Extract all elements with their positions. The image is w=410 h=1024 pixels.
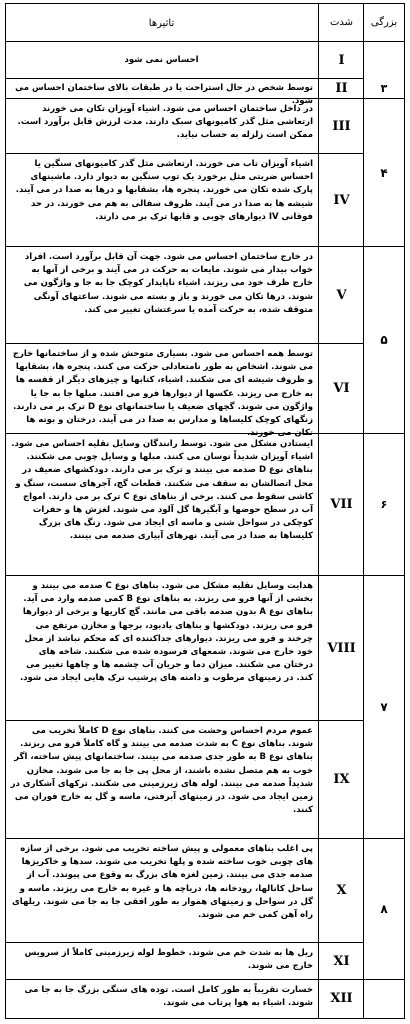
magnitude-cell: ۶ — [380, 498, 388, 511]
table-header — [6, 4, 404, 42]
table-row — [6, 154, 364, 247]
intensity-cell: VI — [333, 381, 350, 396]
magnitude-cell — [364, 980, 404, 1017]
table-row — [6, 721, 364, 839]
effects-cell: توسط شخص در حال استراحت یا در طبقات بالای ساختمان احساس می شود. — [15, 83, 313, 107]
effects-cell: در خارج ساختمان احساس می شود. جهت آن قابل برآورد است. افراد خواب بیدار می شوند. مایعات به حرکت در می آیند و برخی از آنها به خارج ظرف خود می ریزند. اشیاء ناپایدار کوچک جا به جا و واژگون می شوند. درها تکان می خورند و باز و بسته می شوند. ساعتهای آونگی متوقف شده، به حرکت آمده یا سرعتشان تغییر می کند. — [23, 252, 313, 315]
table-row — [6, 79, 404, 107]
intensity-cell: II — [335, 81, 348, 96]
table-row — [6, 434, 404, 576]
intensity-cell: IX — [333, 772, 350, 787]
magnitude-cell: ۵ — [364, 247, 404, 434]
intensity-table — [5, 3, 405, 1019]
intensity-cell: XI — [333, 953, 350, 969]
effects-cell: توسط همه احساس می شود. بسیاری متوحش شده و از ساختمانها خارج می شوند. اشخاص به طور نامتعادلی حرکت می کنند. پنجره ها، بشقابها و ظروف شیشه ای می شکنند. اشیاء، کتابها و چیزهای دیگر از قفسه ها به خارج می ریزند. عکسها از دیوارها فرو می افتند. مبلها جا به جا یا واژگون می شوند. گچهای ضعیف یا ساختمانهای نوع D ترک بر می دارند. زنگهای کوچک کلیساها و مدارس به صدا در می آیند. درختان و بوته ها تکان می خورند. — [12, 349, 313, 439]
magnitude-cell: ۳ — [380, 82, 388, 95]
header-effects: تاثیرها — [148, 17, 175, 29]
header-intensity: شدت — [329, 17, 354, 28]
table-row — [6, 980, 404, 1017]
intensity-cell: VIII — [327, 640, 356, 656]
magnitude-cell: ۸ — [364, 839, 404, 980]
intensity-cell: XII — [330, 991, 353, 1006]
table-row — [6, 344, 364, 439]
magnitude-cell: ۷ — [364, 576, 404, 839]
intensity-cell: VII — [330, 497, 353, 512]
intensity-cell: X — [336, 883, 347, 898]
table-row — [6, 839, 364, 943]
effects-cell: در داخل ساختمان احساس می شود. اشیاء آویزان تکان می خورند ارتعاشی مثل گذر کامیونهای سبک دارند. مدت لرزش قابل برآورد است. ممکن است زلزله به حساب نیاید. — [17, 104, 313, 141]
effects-cell: هدایت وسایل نقلیه مشکل می شود. بناهای نوع C صدمه می بینند و بخشی از آنها فرو می ریزند. به بناهای نوع B کمی صدمه وارد می آید. بناهای نوع A بدون صدمه باقی می مانند. گچ کاریها و برخی از دیوارها فرو می ریزند. دودکشها و بناهای یادبود، برجها و مخازن مرتفع می چرخند و فرو می ریزند. دیوارهای جداکننده ای که محکم نباشد از محل خود خارج می شوند. شمعهای فرسوده شده می شکنند. شاخه های درختان می شکنند. میزان دما و جریان آب چشمه ها و چاهها تغییر می کند. در زمینهای مرطوب و دامنه های پرشیب ترک هایی ایجاد می شود. — [19, 581, 313, 684]
table-row — [6, 576, 364, 721]
effects-cell: پی اغلب بناهای معمولی و پیش ساخته تخریب می شود. برخی از سازه های چوبی خوب ساخته شده و پلها تخریب می شوند. سدها و خاکریزها صدمه جدی می بینند. زمین لغزه های بزرگ به وقوع می پیوندد. آب از ساحل کانالها، رودخانه ها، دریاچه ها و غیره به خارج می ریزند. ماسه و گل در سواحل و زمینهای هموار به طور افقی جا به جا می شوند. ریلهای راه آهن کمی خم می شوند. — [11, 844, 313, 921]
table-row — [6, 99, 364, 154]
intensity-cell: IV — [333, 192, 350, 208]
intensity-cell: III — [332, 118, 351, 134]
effects-cell: اشیاء آویزان تاب می خورند. ارتعاشی مثل گذر کامیونهای سنگین یا احساس ضربتی مثل برخورد یک توپ سنگین به دیوار دارد. ماشینهای پارک شده تکان می خورند. پنجره ها، بشقابها و درها به صدا در می آیند. شیشه ها به صدا در می آیند. ظروف سفالی به هم می خورند. در حد فوقانی IV دیوارهای چوبی و قابها ترک بر می دارند. — [15, 159, 313, 222]
table-row — [6, 42, 364, 79]
table-row — [6, 247, 364, 344]
effects-cell: ایستادن مشکل می شود. توسط رانندگان وسایل نقلیه احساس می شود. اشیاء آویزان شدیداً نوسان می کنند. مبلها و وسایل چوبی می شکنند. بناهای نوع D صدمه می بینند و ترک بر می دارند. دودکشهای ضعیف در محل اتصالشان به سقف می شکنند. قطعات گچ، آجرهای سست، سنگ و کاشی سقوط می کنند. برخی از بناهای نوع C ترک بر می دارند. امواج آب در سطح حوضها و آبگیرها گل آلود می شوند. لغزش ها و حفرات کوچکی در سواحل شنی و ماسه ای ایجاد می شود. زنگ های بزرگ کلیساها به صدا در می آیند. نهرهای آبیاری صدمه می بینند. — [11, 439, 313, 542]
effects-cell: احساس نمی شود — [124, 55, 199, 66]
intensity-cell: V — [336, 287, 347, 303]
effects-cell: خسارت تقریباً به طور کامل است. توده های سنگی بزرگ جا به جا می شوند. اشیاء به هوا پرتاب می شوند. — [24, 985, 313, 1009]
table-row — [6, 943, 364, 980]
intensity-cell: I — [338, 52, 345, 68]
header-magnitude: بزرگی — [370, 17, 398, 28]
effects-cell: عموم مردم احساس وحشت می کنند. بناهای نوع D کاملاً تخریب می شوند. بناهای نوع C به شدت صدمه می بینند و گاه کاملاً فرو می ریزند. بناهای نوع B به طور جدی صدمه می بینند. ساختمانهای پیش ساخته، اگر خوب به هم متصل نشده باشند، از محل پی جا به جا می شوند. مخازن شدیداً صدمه می بینند. لوله های زیرزمینی می شکنند. ترکهای آشکاری در زمین ایجاد می شود. در زمینهای آبرفتی، ماسه و گل به خارج فوران می کنند. — [10, 726, 313, 816]
effects-cell: ریل ها به شدت خم می شوند. خطوط لوله زیرزمینی کاملاً از سرویس خارج می شوند. — [24, 948, 313, 972]
magnitude-cell: ۴ — [364, 99, 404, 247]
